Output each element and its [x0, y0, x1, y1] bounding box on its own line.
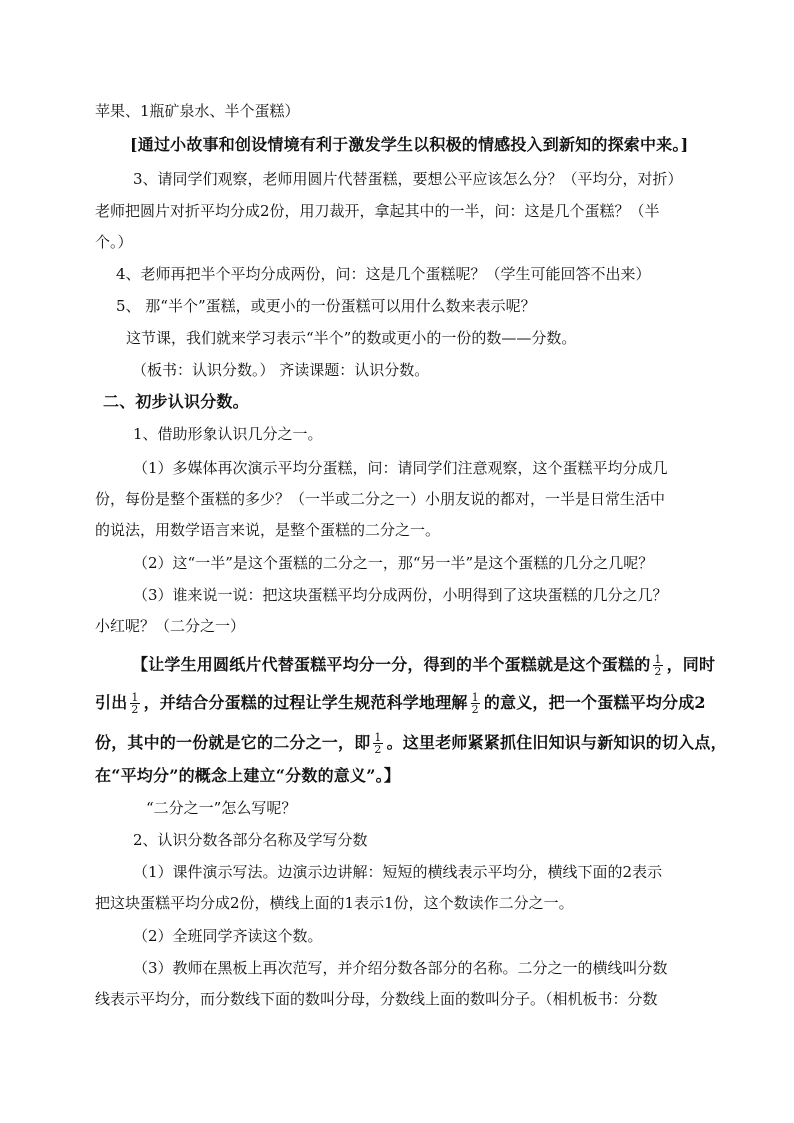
text-line: （3）谁来说一说：把这块蛋糕平均分成两份，小明得到了这块蛋糕的几分之几？ — [133, 586, 668, 604]
numerator: 1 — [374, 731, 382, 744]
text-line: （2）全班同学齐读这个数。 — [133, 927, 323, 945]
design-intent-note — [95, 730, 727, 756]
text-line: “二分之一”怎么写呢？ — [146, 799, 297, 817]
denominator: 2 — [654, 665, 662, 678]
text-line: （1）多媒体再次演示平均分蛋糕，问：请同学们注意观察，这个蛋糕平均分成几 — [133, 459, 668, 477]
denominator: 2 — [471, 703, 479, 716]
note-text: ，同时 — [666, 655, 716, 674]
fraction-one-half — [471, 692, 480, 715]
text-line: 老师把圆片对折平均分成2份，用刀裁开，拿起其中的一半，问：这是几个蛋糕？（半 — [95, 202, 660, 220]
fraction-one-half — [373, 732, 382, 755]
text-line: 5、 那“半个”蛋糕，或更小的一份蛋糕可以用什么数来表示呢？ — [116, 297, 536, 315]
numerator: 1 — [471, 691, 479, 704]
text-line: 4、老师再把半个平均分成两份，问：这是几个蛋糕呢？（学生可能回答不出来） — [116, 265, 651, 283]
text-line: 线表示平均分，而分数线下面的数叫分母，分数线上面的数叫分子。（相机板书：分数 — [95, 990, 658, 1008]
text-line: （3）教师在黑板上再次范写，并介绍分数各部分的名称。二分之一的横线叫分数 — [133, 959, 668, 977]
text-line: （1）课件演示写法。边演示边讲解：短短的横线表示平均分，横线下面的2表示 — [133, 863, 663, 881]
design-intent-note: 在“平均分”的概念上建立“分数的意义”。】 — [95, 766, 401, 785]
text-line: 把这块蛋糕平均分成2份，横线上面的1表示1份，这个数读作二分之一。 — [95, 894, 574, 912]
text-line: 苹果、1瓶矿泉水、半个蛋糕） — [95, 102, 300, 120]
note-text: ，并结合分蛋糕的过程让学生规范科学地理解 — [143, 693, 468, 712]
design-intent-note — [132, 652, 715, 678]
note-text: 。这里老师紧紧抓住旧知识与新知识的切入点， — [386, 733, 727, 752]
text-line: 的说法，用数学语言来说，是整个蛋糕的二分之一。 — [95, 521, 441, 539]
text-line: （2）这“一半”是这个蛋糕的二分之一，那“另一半”是这个蛋糕的几分之几呢？ — [133, 554, 654, 572]
subsection-heading: 2、认识分数各部分名称及学写分数 — [133, 831, 368, 849]
text-line: 3、请同学们观察，老师用圆片代替蛋糕，要想公平应该怎么分？（平均分，对折） — [133, 170, 683, 188]
fraction-one-half — [130, 692, 139, 715]
denominator: 2 — [374, 743, 382, 756]
text-line: 份，每份是整个蛋糕的多少？（一半或二分之一）小朋友说的都对，一半是日常生活中 — [95, 490, 666, 508]
design-intent-note — [95, 690, 706, 716]
note-text: 份，其中的一份就是它的二分之一，即 — [95, 733, 371, 752]
note-text: 【让学生用圆纸片代替蛋糕平均分一分，得到的半个蛋糕就是这个蛋糕的 — [132, 655, 651, 674]
text-line: 小红呢？（二分之一） — [95, 617, 246, 635]
design-intent-note: [通过小故事和创设情境有利于激发学生以积极的情感投入到新知的探索中来。] — [130, 135, 689, 154]
text-line: （板书：认识分数。） 齐读课题：认识分数。 — [132, 361, 430, 379]
note-text: 的意义，把一个蛋糕平均分成2 — [483, 693, 706, 712]
text-line: 个。） — [95, 233, 133, 251]
numerator: 1 — [654, 653, 662, 666]
subsection-heading: 1、借助形象认识几分之一。 — [133, 425, 323, 443]
fraction-one-half — [653, 654, 662, 677]
section-heading: 二、初步认识分数。 — [103, 392, 249, 411]
text-line: 这节课，我们就来学习表示“半个”的数或更小的一份的数——分数。 — [126, 329, 577, 347]
note-text: 引出 — [95, 693, 128, 712]
denominator: 2 — [131, 703, 139, 716]
numerator: 1 — [131, 691, 139, 704]
